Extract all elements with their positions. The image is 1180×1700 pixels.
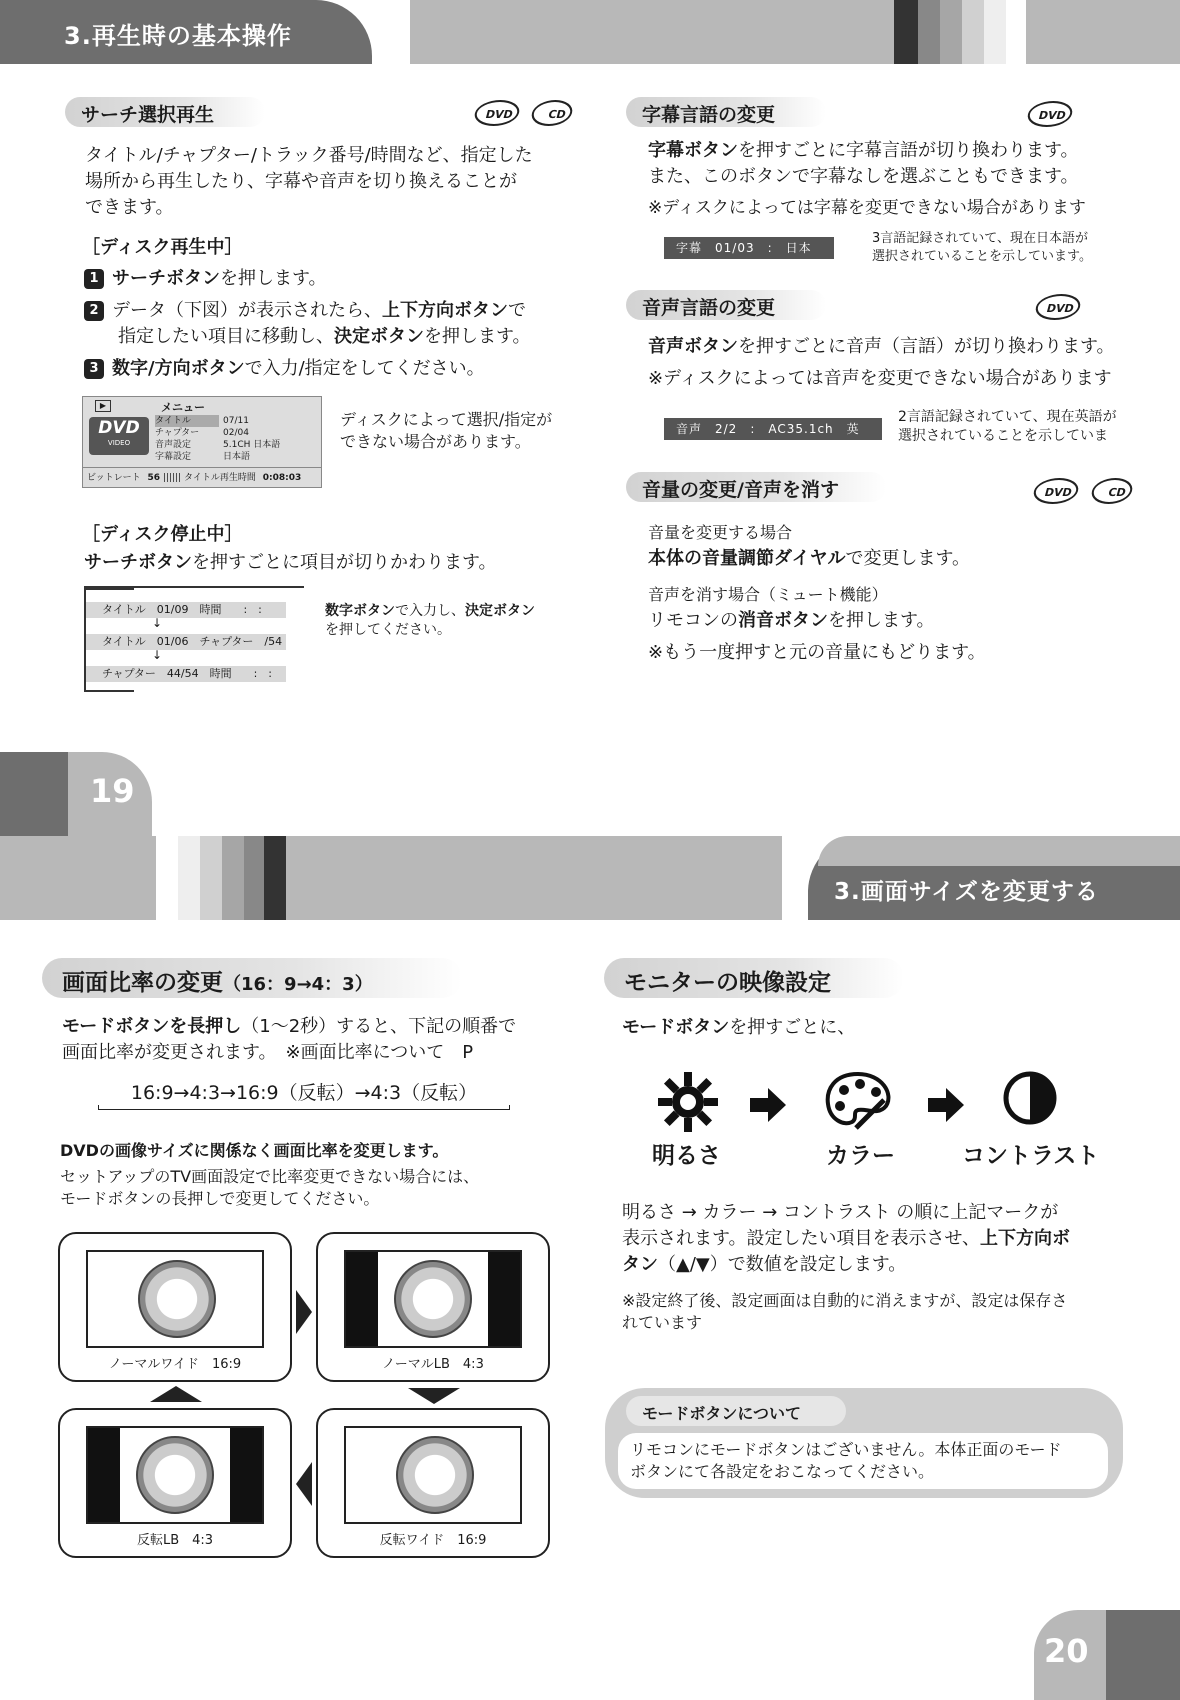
cd-disc-icon: CD bbox=[1089, 478, 1136, 504]
arrow-right-icon bbox=[926, 1085, 966, 1125]
mid-tab-top bbox=[818, 836, 1180, 866]
mode-reverse-wide bbox=[316, 1408, 550, 1558]
arrow-left-icon bbox=[296, 1462, 312, 1506]
volume-text: 音量を変更する場合 本体の音量調節ダイヤルで変更します。 音声を消す場合（ミュート機能） リモコンの消音ボタンを押します。 ※もう一度押すと元の音量にもどります。 bbox=[648, 523, 986, 663]
section-title-volume: 音量の変更/音声を消す bbox=[626, 472, 886, 502]
flow-note: 数字ボタンで入力し、決定ボタン を押してください。 bbox=[325, 603, 535, 638]
palette-icon bbox=[822, 1070, 894, 1134]
flow-row-2: タイトル 01/06 チャプター /54 bbox=[86, 634, 286, 650]
mid-stripe bbox=[222, 836, 244, 920]
mid-stripe bbox=[156, 836, 178, 920]
page-number-20: 20 bbox=[1044, 1632, 1089, 1670]
header-stripe bbox=[918, 0, 940, 64]
stopped-label: ［ディスク停止中］ bbox=[82, 524, 243, 545]
ratio-cycle: 16:9→4:3→16:9（反転）→4:3（反転） bbox=[96, 1078, 512, 1105]
cd-disc-icon: CD bbox=[529, 100, 576, 126]
section-title-audio: 音声言語の変更 bbox=[626, 290, 826, 320]
mid-stripe bbox=[178, 836, 200, 920]
mid-stripe bbox=[200, 836, 222, 920]
audio-osd-note: 2言語記録されていて、現在英語が 選択されていることを示していま bbox=[898, 409, 1117, 444]
search-steps bbox=[84, 266, 604, 382]
menu-note: ディスクによって選択/指定が できない場合があります。 bbox=[340, 410, 553, 451]
monitor-note: ※設定終了後、設定画面は自動的に消えますが、設定は保存さ れています bbox=[622, 1291, 1068, 1332]
dvd-disc-icon: DVD bbox=[472, 100, 523, 126]
screen-16-9 bbox=[344, 1426, 522, 1524]
contrast-icon bbox=[1002, 1070, 1058, 1126]
step-3: 3 数字/方向ボタンで入力/指定をしてください。 bbox=[84, 356, 604, 382]
mid-stripe bbox=[264, 836, 286, 920]
mode-label: 反転LB 4:3 bbox=[136, 1533, 214, 1548]
flower-image bbox=[396, 1436, 474, 1514]
arrow-up-icon bbox=[150, 1386, 202, 1402]
playing-label: ［ディスク再生中］ bbox=[82, 237, 243, 258]
section-title-ratio: 画面比率の変更（16：9→4：3） bbox=[42, 958, 462, 998]
play-icon: ▶ bbox=[95, 400, 111, 412]
notice-body: リモコンにモードボタンはございません。本体正面のモード ボタンにて各設定をおこなってください。 bbox=[618, 1433, 1108, 1489]
header-stripe bbox=[894, 0, 918, 64]
dvd-disc-icon: DVD bbox=[1025, 101, 1076, 127]
section-title-search: サーチ選択再生 bbox=[65, 97, 265, 127]
page-19-tab-dark bbox=[0, 752, 68, 836]
screen-4-3 bbox=[344, 1250, 522, 1348]
flower-image bbox=[394, 1260, 472, 1338]
mode-normal-wide bbox=[58, 1232, 292, 1382]
monitor-text: モードボタンを押すごとに、 bbox=[622, 1017, 856, 1038]
arrow-right-icon bbox=[748, 1085, 788, 1125]
search-intro: タイトル/チャプター/トラック番号/時間など、指定した 場所から再生したり、字幕や音声を切り換えることが できます。 bbox=[85, 145, 533, 218]
step-1: 1 サーチボタンを押します。 bbox=[84, 266, 604, 292]
flow-row-1: タイトル 01/09 時間 : : bbox=[86, 602, 286, 618]
page-number-19: 19 bbox=[90, 772, 135, 810]
mode-reverse-lb bbox=[58, 1408, 292, 1558]
section-title-subtitle: 字幕言語の変更 bbox=[626, 97, 826, 127]
subtitle-osd: 字幕 01/03 : 日本語 bbox=[664, 237, 834, 259]
screen-16-9 bbox=[86, 1250, 264, 1348]
mode-label: 反転ワイド 16:9 bbox=[379, 1533, 487, 1548]
step-2: 2 データ（下図）が表示されたら、上下方向ボタンで bbox=[84, 298, 604, 324]
mode-label: ノーマルLB 4:3 bbox=[382, 1357, 484, 1372]
header-title: 3.再生時の基本操作 bbox=[64, 22, 292, 50]
step-2-line2: 指定したい項目に移動し、決定ボタンを押します。 bbox=[118, 326, 531, 347]
header-stripe bbox=[1006, 0, 1026, 64]
ratio-note: セットアップのTV画面設定で比率変更できない場合には、 モードボタンの長押しで変更してください。 bbox=[60, 1167, 480, 1208]
audio-osd: 音声 2/2 : AC35.1ch 英語 bbox=[664, 418, 882, 440]
header-title-right: 3.画面サイズを変更する bbox=[834, 879, 1099, 905]
arrow-down-icon bbox=[408, 1388, 460, 1404]
flower-image bbox=[136, 1436, 214, 1514]
notice-title: モードボタンについて bbox=[626, 1396, 846, 1426]
dvd-disc-icon: DVD bbox=[1031, 478, 1082, 504]
menu-footer: ビットレート 56 |||||| タイトル再生時間 0:08:03 bbox=[83, 467, 321, 487]
icon-label-color: カラー bbox=[826, 1143, 895, 1169]
flow-arrow: ↓ bbox=[152, 648, 163, 662]
mode-label: ノーマルワイド 16:9 bbox=[108, 1357, 242, 1372]
audio-text: 音声ボタンを押すごとに音声（言語）が切り換わります。 ※ディスクによっては音声を変更できない場合があります bbox=[648, 336, 1115, 389]
menu-rows: タイトル 07/11 チャプター 02/04 音声設定 5.1CH 日本語 字幕設定 日本語 bbox=[155, 416, 281, 462]
ratio-text: モードボタンを長押し（1〜2秒）すると、下記の順番で 画面比率が変更されます。 ※画面比率について P bbox=[62, 1016, 517, 1063]
menu-title: メニュー bbox=[161, 401, 205, 414]
subtitle-text: 字幕ボタンを押すごとに字幕言語が切り換わります。 また、このボタンで字幕なしを選ぶこともできます。 ※ディスクによっては字幕を変更できない場合があります bbox=[648, 140, 1086, 218]
search-menu-screen bbox=[82, 396, 322, 488]
arrow-right-icon bbox=[296, 1290, 312, 1334]
page-20-tab-dark bbox=[1106, 1610, 1180, 1700]
mid-stripe bbox=[244, 836, 264, 920]
mode-normal-lb bbox=[316, 1232, 550, 1382]
flow-loop bbox=[84, 588, 134, 692]
monitor-desc: 明るさ → カラー → コントラスト の順に上記マークが 表示されます。設定したい項目を表示させ、上下方向ボ タン（▲/▼）で数値を設定します。 bbox=[622, 1202, 1071, 1275]
dvd-disc-icon: DVD bbox=[1033, 294, 1084, 320]
stopped-text: サーチボタンを押すごとに項目が切りかわります。 bbox=[84, 552, 497, 573]
flower-image bbox=[138, 1260, 216, 1338]
header-stripe bbox=[940, 0, 962, 64]
subtitle-osd-note: 3言語記録されていて、現在日本語が 選択されていることを示しています。 bbox=[872, 231, 1092, 264]
icon-label-contrast: コントラスト bbox=[962, 1143, 1100, 1169]
header-stripe bbox=[962, 0, 984, 64]
header-stripe bbox=[984, 0, 1006, 64]
screen-4-3 bbox=[86, 1426, 264, 1524]
flow-row-3: チャプター 44/54 時間 : : bbox=[86, 666, 286, 682]
dvd-video-logo: DVD VIDEO bbox=[89, 417, 149, 455]
sun-icon bbox=[656, 1070, 720, 1134]
flow-arrow: ↓ bbox=[152, 616, 163, 630]
icon-label-brightness: 明るさ bbox=[652, 1143, 721, 1169]
section-title-monitor: モニターの映像設定 bbox=[604, 958, 904, 998]
ratio-bold-note: DVDの画像サイズに関係なく画面比率を変更します。 bbox=[60, 1141, 449, 1160]
